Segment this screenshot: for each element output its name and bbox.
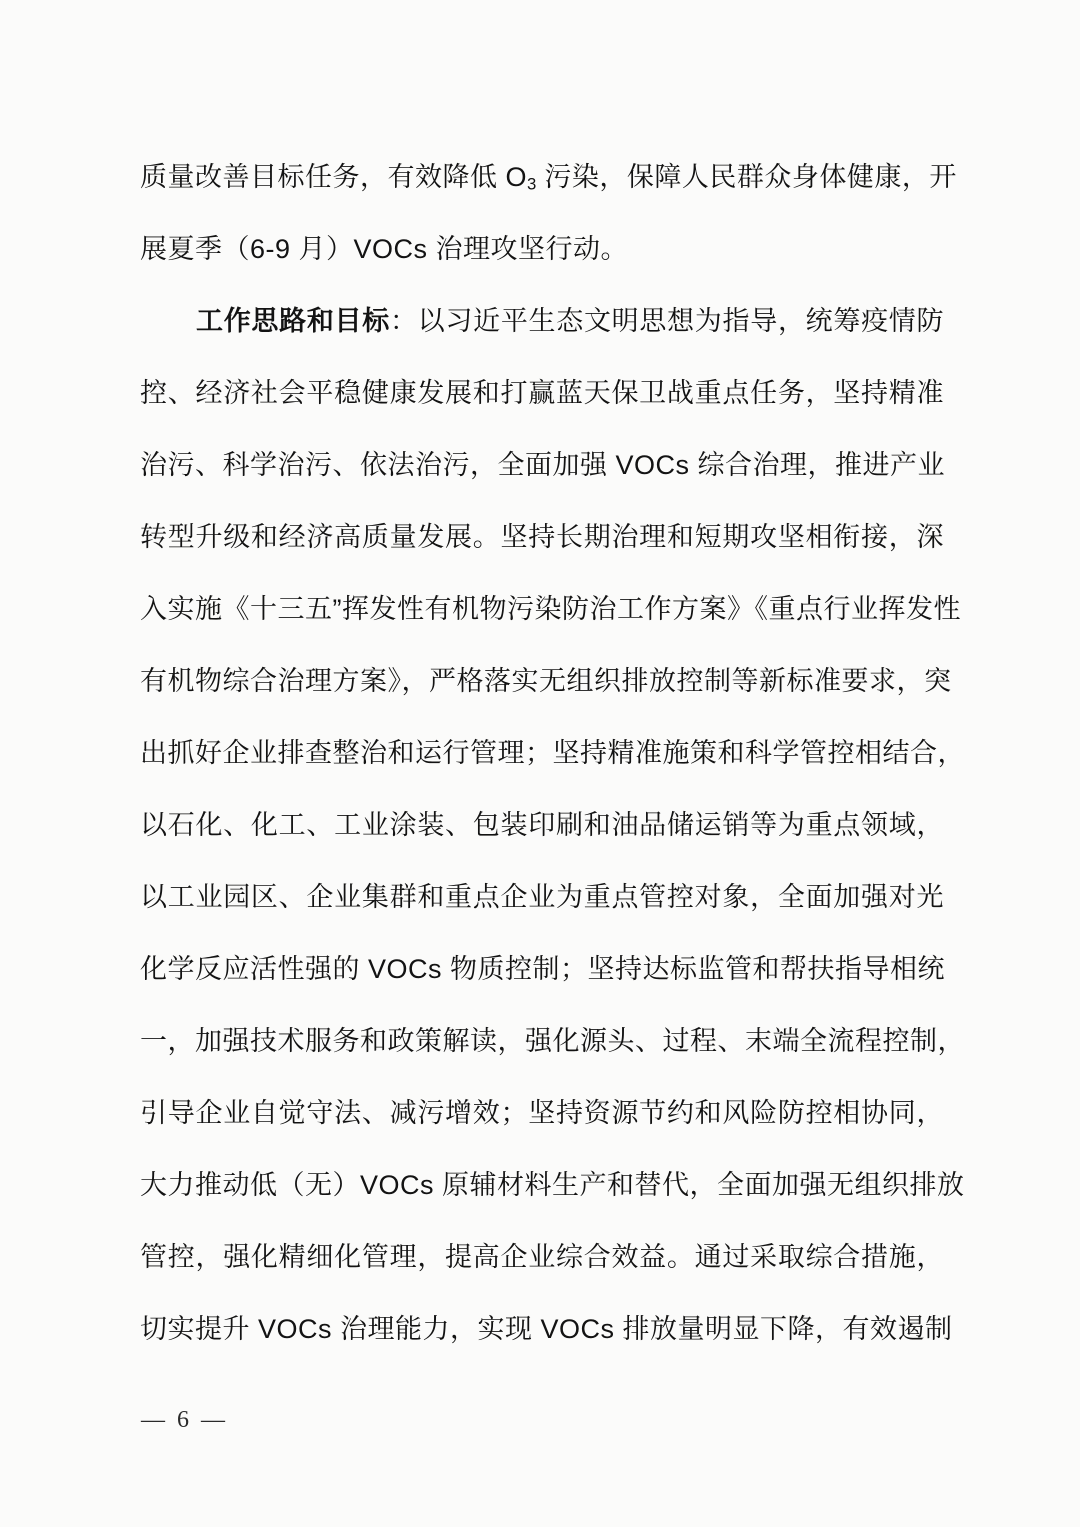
- text-segment: 治污、科学治污、依法治污，全面加强 VOCs 综合治理，推进产业: [140, 450, 946, 480]
- text-segment: 污染，保障人民群众身体健康，开: [536, 162, 957, 192]
- text-line-3: [140, 285, 944, 357]
- text-line-5: [140, 429, 944, 501]
- subscript-text: 3: [527, 174, 537, 194]
- text-segment: 引导企业自觉守法、减污增效；坚持资源节约和风险防控相协同，: [140, 1098, 944, 1128]
- text-line-12: [140, 933, 944, 1005]
- text-segment: 展夏季（6-9 月）VOCs 治理攻坚行动。: [140, 234, 629, 264]
- text-line-7: [140, 573, 961, 645]
- text-segment: 以石化、化工、工业涂装、包装印刷和油品储运销等为重点领域，: [140, 810, 944, 840]
- text-segment: 转型升级和经济高质量发展。坚持长期治理和短期攻坚相衔接，深: [140, 522, 944, 552]
- text-line-11: [140, 861, 944, 933]
- text-segment: 一，加强技术服务和政策解读，强化源头、过程、末端全流程控制，: [140, 1026, 965, 1056]
- body-text: [140, 141, 965, 1365]
- text-segment: 质量改善目标任务，有效降低 O: [140, 162, 528, 192]
- text-segment: 控、经济社会平稳健康发展和打赢蓝天保卫战重点任务，坚持精准: [140, 378, 944, 408]
- text-line-4: [140, 357, 944, 429]
- text-line-8: [140, 645, 952, 717]
- text-segment: 化学反应活性强的 VOCs 物质控制；坚持达标监管和帮扶指导相统: [140, 954, 946, 984]
- text-segment: 入实施《十三五”挥发性有机物污染防治工作方案》《重点行业挥发性: [140, 594, 961, 624]
- text-line-9: [140, 717, 965, 789]
- text-segment: 大力推动低（无）VOCs 原辅材料生产和替代，全面加强无组织排放: [140, 1170, 965, 1200]
- text-segment: 出抓好企业排查整治和运行管理；坚持精准施策和科学管控相结合，: [140, 738, 965, 768]
- text-line-2: [140, 213, 944, 285]
- text-segment: 管控，强化精细化管理，提高企业综合效益。通过采取综合措施，: [140, 1242, 944, 1272]
- text-line-10: [140, 789, 944, 861]
- text-line-13: [140, 1005, 965, 1077]
- text-line-16: [140, 1221, 944, 1293]
- text-segment: 以工业园区、企业集群和重点企业为重点管控对象，全面加强对光: [140, 882, 944, 912]
- page-number: — 6 —: [141, 1407, 228, 1433]
- text-segment: 有机物综合治理方案》，严格落实无组织排放控制等新标准要求，突: [140, 666, 952, 696]
- text-line-17: [140, 1293, 953, 1365]
- text-segment: ：以习近平生态文明思想为指导，统筹疫情防: [389, 306, 945, 336]
- text-line-6: [140, 501, 944, 573]
- inline-heading: 工作思路和目标: [196, 306, 390, 336]
- text-line-15: [140, 1149, 965, 1221]
- text-line-14: [140, 1077, 944, 1149]
- text-segment: 切实提升 VOCs 治理能力，实现 VOCs 排放量明显下降，有效遏制: [140, 1314, 953, 1344]
- text-line-1: [140, 141, 957, 213]
